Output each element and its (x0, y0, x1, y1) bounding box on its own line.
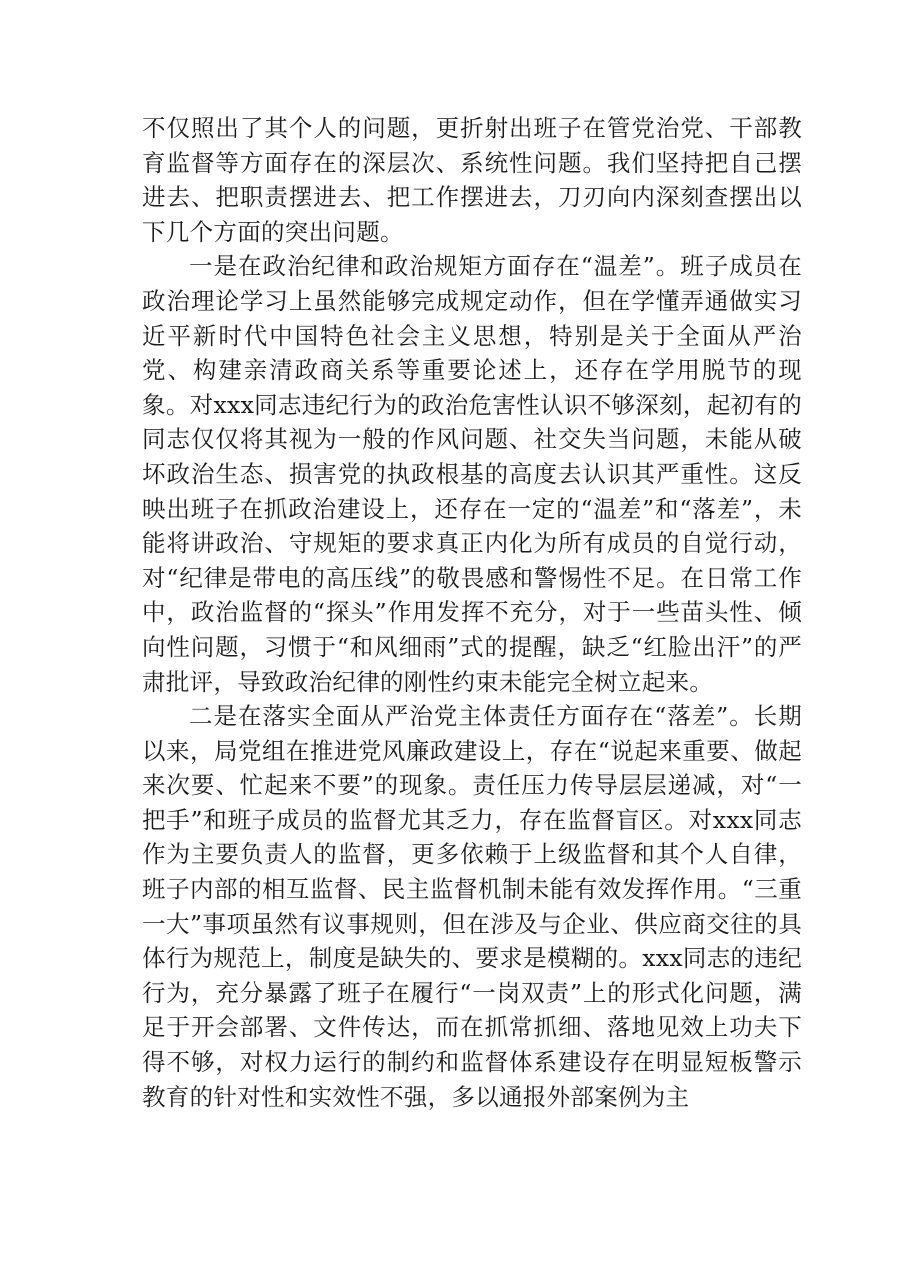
paragraph-continuation: 不仅照出了其个人的问题，更折射出班子在管党治党、干部教育监督等方面存在的深层次、系统性问题。我们坚持把自己摆进去、把职责摆进去、把工作摆进去，刀刃向内深刻查摆出以下几个方面的突出问题。 (142, 114, 802, 246)
document-body (142, 111, 802, 1114)
paragraph-main-responsibility: 二是在落实全面从严治党主体责任方面存在“落差”。长期以来，局党组在推进党风廉政建设上，存在“说起来重要、做起来次要、忙起来不要”的现象。责任压力传导层层递减，对“一把手”和班子成员的监督尤其乏力，存在监督盲区。对xxx同志作为主要负责人的监督，更多依赖于上级监督和其个人自律，班子内部的相互监督、民主监督机制未能有效发挥作用。“三重一大”事项虽然有议事规则，但在涉及与企业、供应商交往的具体行为规范上，制度是缺失的、要求是模糊的。xxx同志的违纪行为，充分暴露了班子在履行“一岗双责”上的形式化问题，满足于开会部署、文件传达，而在抓常抓细、落地见效上功夫下得不够，对权力运行的制约和监督体系建设存在明显短板警示教育的针对性和实效性不强，多以通报外部案例为主 (142, 702, 802, 1111)
paragraph-political-discipline: 一是在政治纪律和政治规矩方面存在“温差”。班子成员在政治理论学习上虽然能够完成规定动作，但在学懂弄通做实习近平新时代中国特色社会主义思想，特别是关于全面从严治党、构建亲清政商关系等重要论述上，还存在学用脱节的现象。对xxx同志违纪行为的政治危害性认识不够深刻，起初有的同志仅仅将其视为一般的作风问题、社交失当问题，未能从破坏政治生态、损害党的执政根基的高度去认识其严重性。这反映出班子在抓政治建设上，还存在一定的“温差”和“落差”，未能将讲政治、守规矩的要求真正内化为所有成员的自觉行动，对“纪律是带电的高压线”的敬畏感和警惕性不足。在日常工作中，政治监督的“探头”作用发挥不充分，对于一些苗头性、倾向性问题，习惯于“和风细雨”式的提醒，缺乏“红脸出汗”的严肃批评，导致政治纪律的刚性约束未能完全树立起来。 (142, 252, 802, 696)
